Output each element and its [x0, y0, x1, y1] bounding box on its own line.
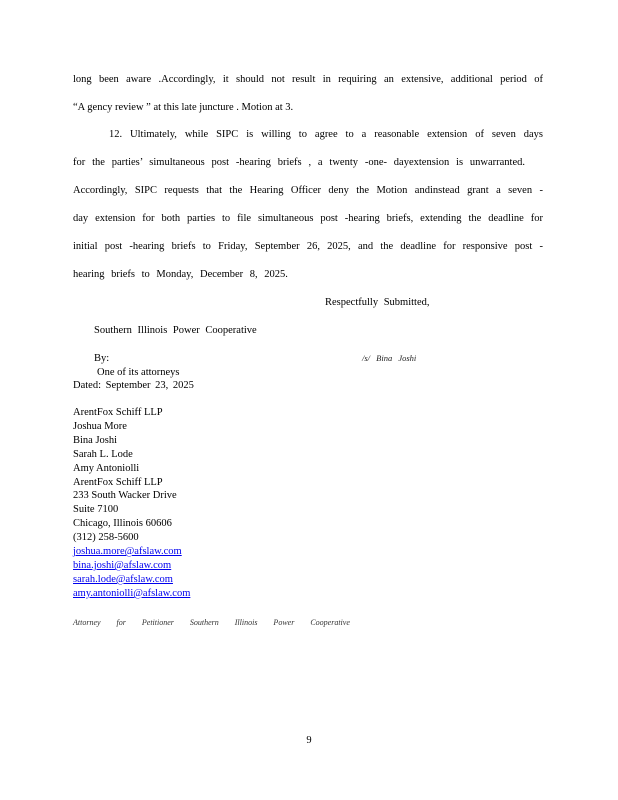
email-link[interactable]: bina.joshi@afslaw.com [73, 559, 172, 571]
counsel-line: Sarah L. Lode [73, 448, 133, 460]
body-line-2: “A gency review ” at this late juncture . Motion at 3. [73, 102, 294, 113]
counsel-line: 233 South Wacker Drive [73, 490, 177, 502]
counsel-line: (312) 258-5600 [73, 532, 139, 544]
counsel-line: ArentFox Schiff LLP [73, 476, 163, 488]
by-label: By: [94, 353, 110, 364]
party-name: Southern Illinois Power Cooperative [94, 325, 257, 336]
email-link[interactable]: amy.antoniolli@afslaw.com [73, 587, 191, 599]
closing: Respectfully Submitted, [325, 297, 430, 308]
body-line-8: hearing briefs to Monday, December 8, 2025. [73, 269, 288, 280]
counsel-line: Bina Joshi [73, 434, 118, 446]
signature: /s/ Bina Joshi [362, 353, 417, 363]
counsel-line: Joshua More [73, 420, 127, 432]
dated: Dated: September 23, 2025 [73, 380, 194, 391]
page-number: 9 [306, 735, 312, 746]
email-link[interactable]: sarah.lode@afslaw.com [73, 573, 173, 585]
counsel-line: ArentFox Schiff LLP [73, 407, 163, 418]
attorney-for-note: Attorney for Petitioner Southern Illinois Power Cooperative [73, 618, 350, 627]
email-link[interactable]: joshua.more@afslaw.com [73, 546, 182, 558]
counsel-block [73, 406, 190, 601]
counsel-line: Amy Antoniolli [73, 462, 140, 474]
body-line-7: initial post -hearing briefs to Friday, September 26, 2025, and the deadline for responsive post - [73, 241, 543, 252]
one-of-attorneys: One of its attorneys [97, 367, 180, 378]
body-line-1: long been aware .Accordingly, it should not result in requiring an extensive, additional period of [73, 74, 543, 85]
body-line-3: 12. Ultimately, while SIPC is willing to agree to a reasonable extension of seven days [109, 129, 543, 140]
body-line-4: for the parties’ simultaneous post -hearing briefs , a twenty -one- dayextension is unwarranted. [73, 157, 525, 168]
body-line-6: day extension for both parties to file simultaneous post -hearing briefs, extending the deadline for [73, 213, 543, 224]
counsel-line: Chicago, Illinois 60606 [73, 518, 172, 530]
body-line-5: Accordingly, SIPC requests that the Hearing Officer deny the Motion andinstead grant a seven - [73, 185, 543, 196]
counsel-line: Suite 7100 [73, 504, 119, 516]
